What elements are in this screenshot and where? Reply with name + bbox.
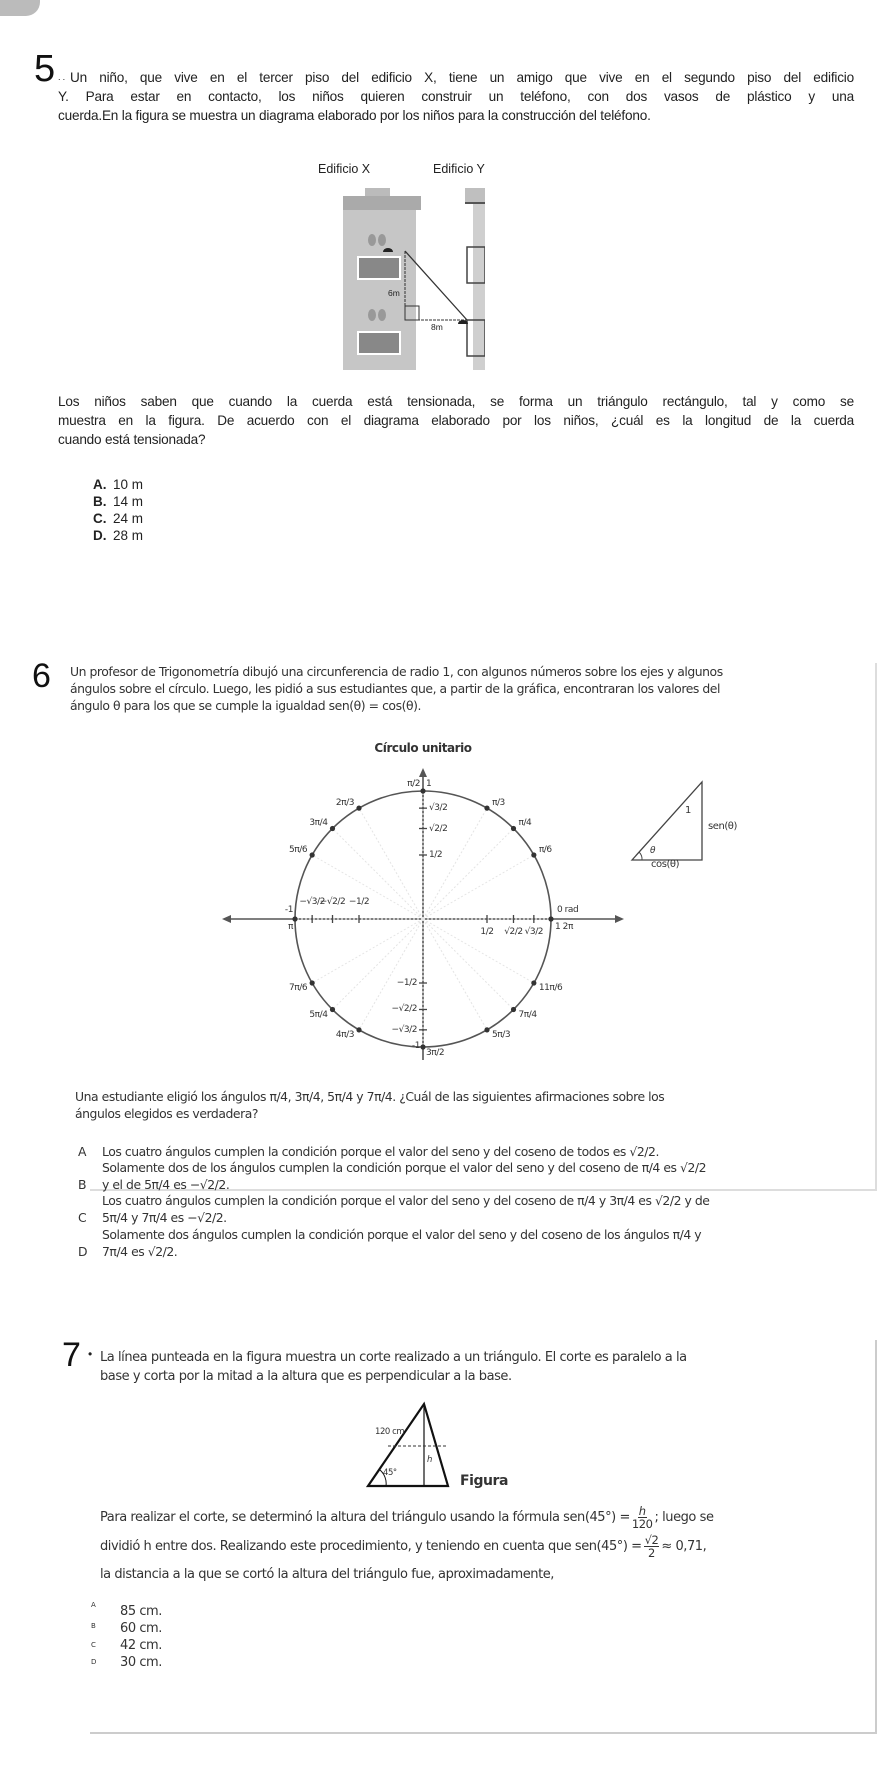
- building-y-label: Edificio Y: [433, 162, 485, 176]
- text: ≈ 0,71,: [661, 1539, 707, 1554]
- option-letter: D.: [93, 528, 107, 543]
- q6-intro-line: ángulo θ para los que se cumple la igualdad sen(θ) = cos(θ).: [70, 698, 421, 713]
- text: Para realizar el corte, se determinó la altura del triángulo usando la fórmula sen(45°) =: [100, 1510, 630, 1525]
- angle-point: [511, 826, 516, 831]
- angle-label: π/4: [518, 818, 532, 829]
- hypotenuse-label: 1: [685, 805, 691, 816]
- option-text: 10 m: [113, 477, 144, 492]
- question-number: 5: [34, 48, 56, 90]
- angle-point: [310, 852, 315, 857]
- option-letter[interactable]: D: [78, 1244, 88, 1259]
- angle-label: 5π/4: [309, 1009, 328, 1020]
- option-c-text[interactable]: Los cuatro ángulos cumplen la condición porque el valor del seno y del coseno de π/4 y 3π/4 es √2/2 y de: [102, 1193, 710, 1208]
- option-letter: A.: [93, 477, 107, 492]
- q5-intro-line: Un niño, que vive en el tercer piso del edificio X, tiene un amigo que vive en el segundo piso del edificio: [70, 70, 854, 85]
- y-tick-label: −1/2: [396, 978, 417, 988]
- option-b-text[interactable]: 60 cm.: [120, 1621, 162, 1636]
- radius-guide: [312, 919, 423, 983]
- angle-point: [511, 1007, 516, 1012]
- height-label: h: [427, 1455, 432, 1465]
- building-x-label: Edificio X: [318, 162, 371, 176]
- angle-label: 5π/6: [289, 845, 308, 855]
- q7-para-line: [100, 1534, 706, 1560]
- vertical-distance-label: 6m: [388, 288, 400, 298]
- radius-guide: [423, 828, 514, 919]
- y-tick-label: √3/2: [429, 803, 448, 814]
- q7-para-line: la distancia a la que se cortó la altura del triángulo fue, aproximadamente,: [100, 1567, 554, 1582]
- adjacent-label: cos(θ): [651, 859, 680, 870]
- x-axis-arrow-right: [615, 915, 624, 923]
- angle-label: π: [288, 922, 293, 932]
- x-tick-label: 1/2: [480, 927, 494, 937]
- option-text: 24 m: [113, 511, 144, 526]
- radius-guide: [423, 919, 487, 1030]
- q7-para-line: [100, 1505, 714, 1531]
- trig-triangle: [628, 780, 708, 862]
- y-tick-label: −√3/2: [391, 1024, 417, 1035]
- q6-question-line: Una estudiante eligió los ángulos π/4, 3π/4, 5π/4 y 7π/4. ¿Cuál de las siguientes afirmaciones sobre los: [75, 1089, 665, 1104]
- radius-guide: [423, 855, 534, 919]
- y-tick-label: 1: [426, 779, 432, 789]
- x-tick-label: −1/2: [348, 897, 370, 907]
- angle-point: [420, 788, 425, 793]
- angle-point: [356, 806, 361, 811]
- angle-point: [484, 1027, 489, 1032]
- figure-caption: Figura: [460, 1473, 509, 1489]
- option-b-text[interactable]: y el de 5π/4 es −√2/2.: [102, 1177, 230, 1192]
- angle-point: [484, 806, 489, 811]
- fraction: [644, 1534, 660, 1559]
- option-letter: C.: [93, 511, 107, 526]
- angle-point: [310, 980, 315, 985]
- angle-point: [292, 916, 297, 921]
- option-b-text[interactable]: Solamente dos de los ángulos cumplen la condición porque el valor del seno y del coseno de π/4 es √2/2: [102, 1160, 707, 1175]
- lead-dots: . .: [58, 72, 65, 82]
- denominator: 120: [631, 1517, 653, 1531]
- numerator: h: [638, 1504, 646, 1518]
- angle-label: π/3: [492, 798, 505, 809]
- x-tick-label: 1 2π: [555, 922, 573, 932]
- q5-intro-line: Y. Para estar en contacto, los niños quieren construir un teléfono, con dos vasos de plástico y una: [58, 89, 854, 104]
- y-axis-arrow-up: [419, 768, 427, 777]
- y-tick-label: 1/2: [429, 850, 443, 860]
- radius-guide: [332, 919, 423, 1010]
- angle-point: [531, 980, 536, 985]
- denominator: 2: [648, 1546, 655, 1560]
- question-number: 7: [62, 1336, 81, 1374]
- option-letter[interactable]: C: [91, 1641, 96, 1649]
- text: ; luego se: [654, 1510, 714, 1525]
- angle-label: π/6: [538, 845, 552, 855]
- option-text: 28 m: [113, 528, 144, 543]
- x-tick-label: −√2/2: [319, 897, 346, 907]
- radius-guide: [332, 828, 423, 919]
- side-length-label: 120 cm: [375, 1427, 405, 1437]
- angle-label: 0 rad: [557, 905, 579, 915]
- q7-border-bottom: [90, 1732, 877, 1734]
- text: dividió h entre dos. Realizando este procedimiento, y teniendo en cuenta que sen(45°) =: [100, 1539, 642, 1554]
- angle-point: [330, 1007, 335, 1012]
- x-tick-label: -1: [284, 905, 293, 915]
- y-tick-label: -1: [411, 1041, 420, 1051]
- q5-intro-line: cuerda.En la figura se muestra un diagrama elaborado por los niños para la construcción del teléfono.: [58, 108, 651, 123]
- option-letter[interactable]: D: [91, 1658, 96, 1666]
- horizontal-distance-label: 8m: [431, 322, 443, 332]
- fraction: [632, 1505, 653, 1530]
- numerator: √2: [644, 1533, 659, 1547]
- option-c-text[interactable]: 5π/4 y 7π/4 es −√2/2.: [102, 1210, 227, 1225]
- angle-label: 5π/3: [492, 1029, 511, 1040]
- angle-point: [330, 826, 335, 831]
- angle-label: 45°: [383, 1468, 397, 1478]
- angle-label: π/2: [407, 779, 420, 789]
- angle-label: 7π/6: [289, 983, 308, 993]
- q6-intro-line: Un profesor de Trigonometría dibujó una circunferencia de radio 1, con algunos números sobre los ejes y algunos: [70, 664, 723, 679]
- option-a-text[interactable]: 85 cm.: [120, 1604, 162, 1619]
- angle-label: 11π/6: [538, 983, 563, 993]
- angle-label: 3π/2: [426, 1048, 445, 1058]
- q5-question-line: cuando está tensionada?: [58, 432, 206, 447]
- bullet: •: [88, 1347, 93, 1361]
- angle-point: [356, 1027, 361, 1032]
- x-axis-arrow-left: [222, 915, 231, 923]
- circle-title: Círculo unitario: [374, 741, 472, 755]
- angle-label: 3π/4: [309, 818, 328, 829]
- option-d-text[interactable]: 7π/4 es √2/2.: [102, 1244, 178, 1259]
- angle-label: 7π/4: [518, 1009, 537, 1020]
- option-d-text[interactable]: 30 cm.: [120, 1655, 162, 1670]
- cut-triangle: [360, 1400, 460, 1490]
- q6-question-line: ángulos elegidos es verdadera?: [75, 1106, 258, 1121]
- x-tick-label: −√3/2: [299, 897, 325, 907]
- question-number: 6: [32, 657, 51, 695]
- q7-border-right: [875, 1340, 877, 1733]
- option-letter[interactable]: A: [91, 1601, 96, 1609]
- option-c-text[interactable]: 42 cm.: [120, 1638, 162, 1653]
- angle-label: θ: [650, 846, 656, 856]
- q5-question-line: muestra en la figura. De acuerdo con el diagrama elaborado por los niños, ¿cuál es la longitud de la cuerda: [58, 413, 854, 428]
- y-tick-label: √2/2: [429, 823, 448, 834]
- option-text: 14 m: [113, 494, 144, 509]
- radius-guide: [312, 855, 423, 919]
- option-letter: B.: [93, 494, 107, 509]
- x-tick-label: √2/2: [504, 927, 523, 937]
- opposite-label: sen(θ): [708, 821, 737, 832]
- q7-intro-line: base y corta por la mitad a la altura que es perpendicular a la base.: [100, 1369, 512, 1384]
- y-tick-label: −√2/2: [391, 1004, 417, 1015]
- angle-point: [420, 1044, 425, 1049]
- q5-question-line: Los niños saben que cuando la cuerda está tensionada, se forma un triángulo rectángulo, tal y como se: [58, 394, 854, 409]
- x-tick-label: √3/2: [524, 927, 544, 937]
- radius-guide: [423, 919, 514, 1010]
- option-letter[interactable]: B: [91, 1622, 96, 1630]
- angle-label: 4π/3: [335, 1029, 354, 1040]
- option-d-text[interactable]: Solamente dos ángulos cumplen la condición porque el valor del seno y del coseno de los ángulos π/4 y: [102, 1227, 702, 1242]
- angle-point: [531, 852, 536, 857]
- option-letter[interactable]: A: [78, 1144, 87, 1159]
- q7-intro-line: La línea punteada en la figura muestra un corte realizado a un triángulo. El corte es paralelo a la: [100, 1350, 687, 1365]
- q6-intro-line: ángulos sobre el círculo. Luego, les pidió a sus estudiantes que, a partir de la gráfica, encontraran los valores del: [70, 681, 720, 696]
- option-letter[interactable]: C: [78, 1210, 87, 1225]
- option-letter[interactable]: B: [78, 1177, 87, 1192]
- angle-point: [548, 916, 553, 921]
- angle-label: 2π/3: [335, 798, 354, 809]
- option-a-text[interactable]: Los cuatro ángulos cumplen la condición porque el valor del seno y del coseno de todos es √2/2.: [102, 1144, 659, 1159]
